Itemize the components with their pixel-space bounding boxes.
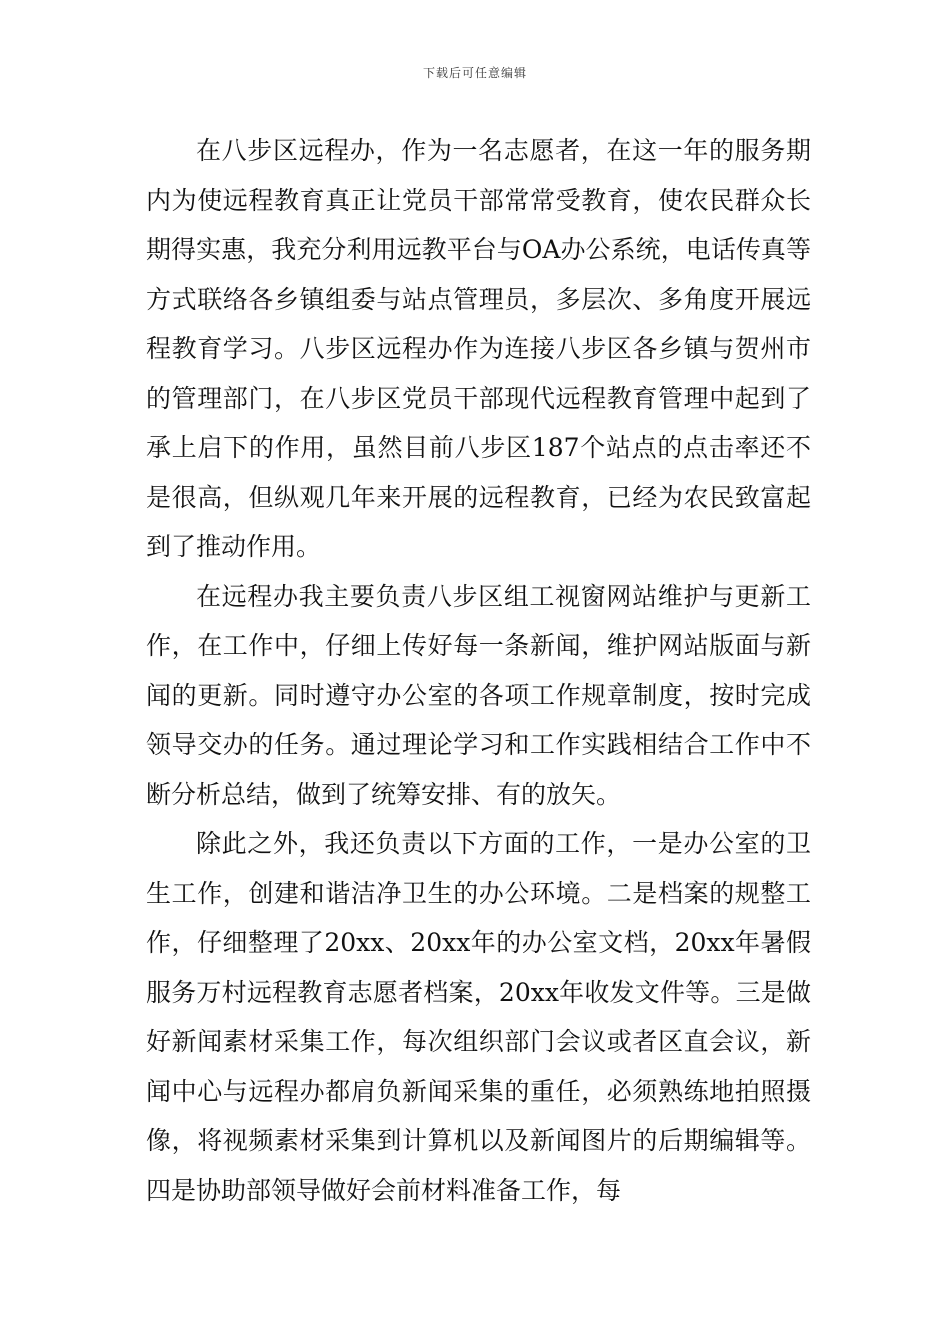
- document-body: [146, 126, 811, 1215]
- page-header: 下载后可任意编辑: [422, 66, 527, 80]
- paragraph: 除此之外，我还负责以下方面的工作，一是办公室的卫生工作，创建和谐洁净卫生的办公环境。二是档案的规整工作，仔细整理了20xx、20xx年的办公室文档，20xx年暑假服务万村远程教育志愿者档案，20xx年收发文件等。三是做好新闻素材采集工作，每次组织部门会议或者区直会议，新闻中心与远程办都肩负新闻采集的重任，必须熟练地拍照摄像，将视频素材采集到计算机以及新闻图片的后期编辑等。四是协助部领导做好会前材料准备工作，每: [146, 829, 811, 1205]
- paragraph: 在远程办我主要负责八步区组工视窗网站维护与更新工作，在工作中，仔细上传好每一条新闻，维护网站版面与新闻的更新。同时遵守办公室的各项工作规章制度，按时完成领导交办的任务。通过理论学习和工作实践相结合工作中不断分析总结，做到了统筹安排、有的放矢。: [146, 581, 811, 809]
- paragraph: 在八步区远程办，作为一名志愿者，在这一年的服务期内为使远程教育真正让党员干部常常受教育，使农民群众长期得实惠，我充分利用远教平台与OA办公系统，电话传真等方式联络各乡镇组委与站点管理员，多层次、多角度开展远程教育学习。八步区远程办作为连接八步区各乡镇与贺州市的管理部门，在八步区党员干部现代远程教育管理中起到了承上启下的作用，虽然目前八步区187个站点的点击率还不是很高，但纵观几年来开展的远程教育，已经为农民致富起到了推动作用。: [146, 136, 811, 561]
